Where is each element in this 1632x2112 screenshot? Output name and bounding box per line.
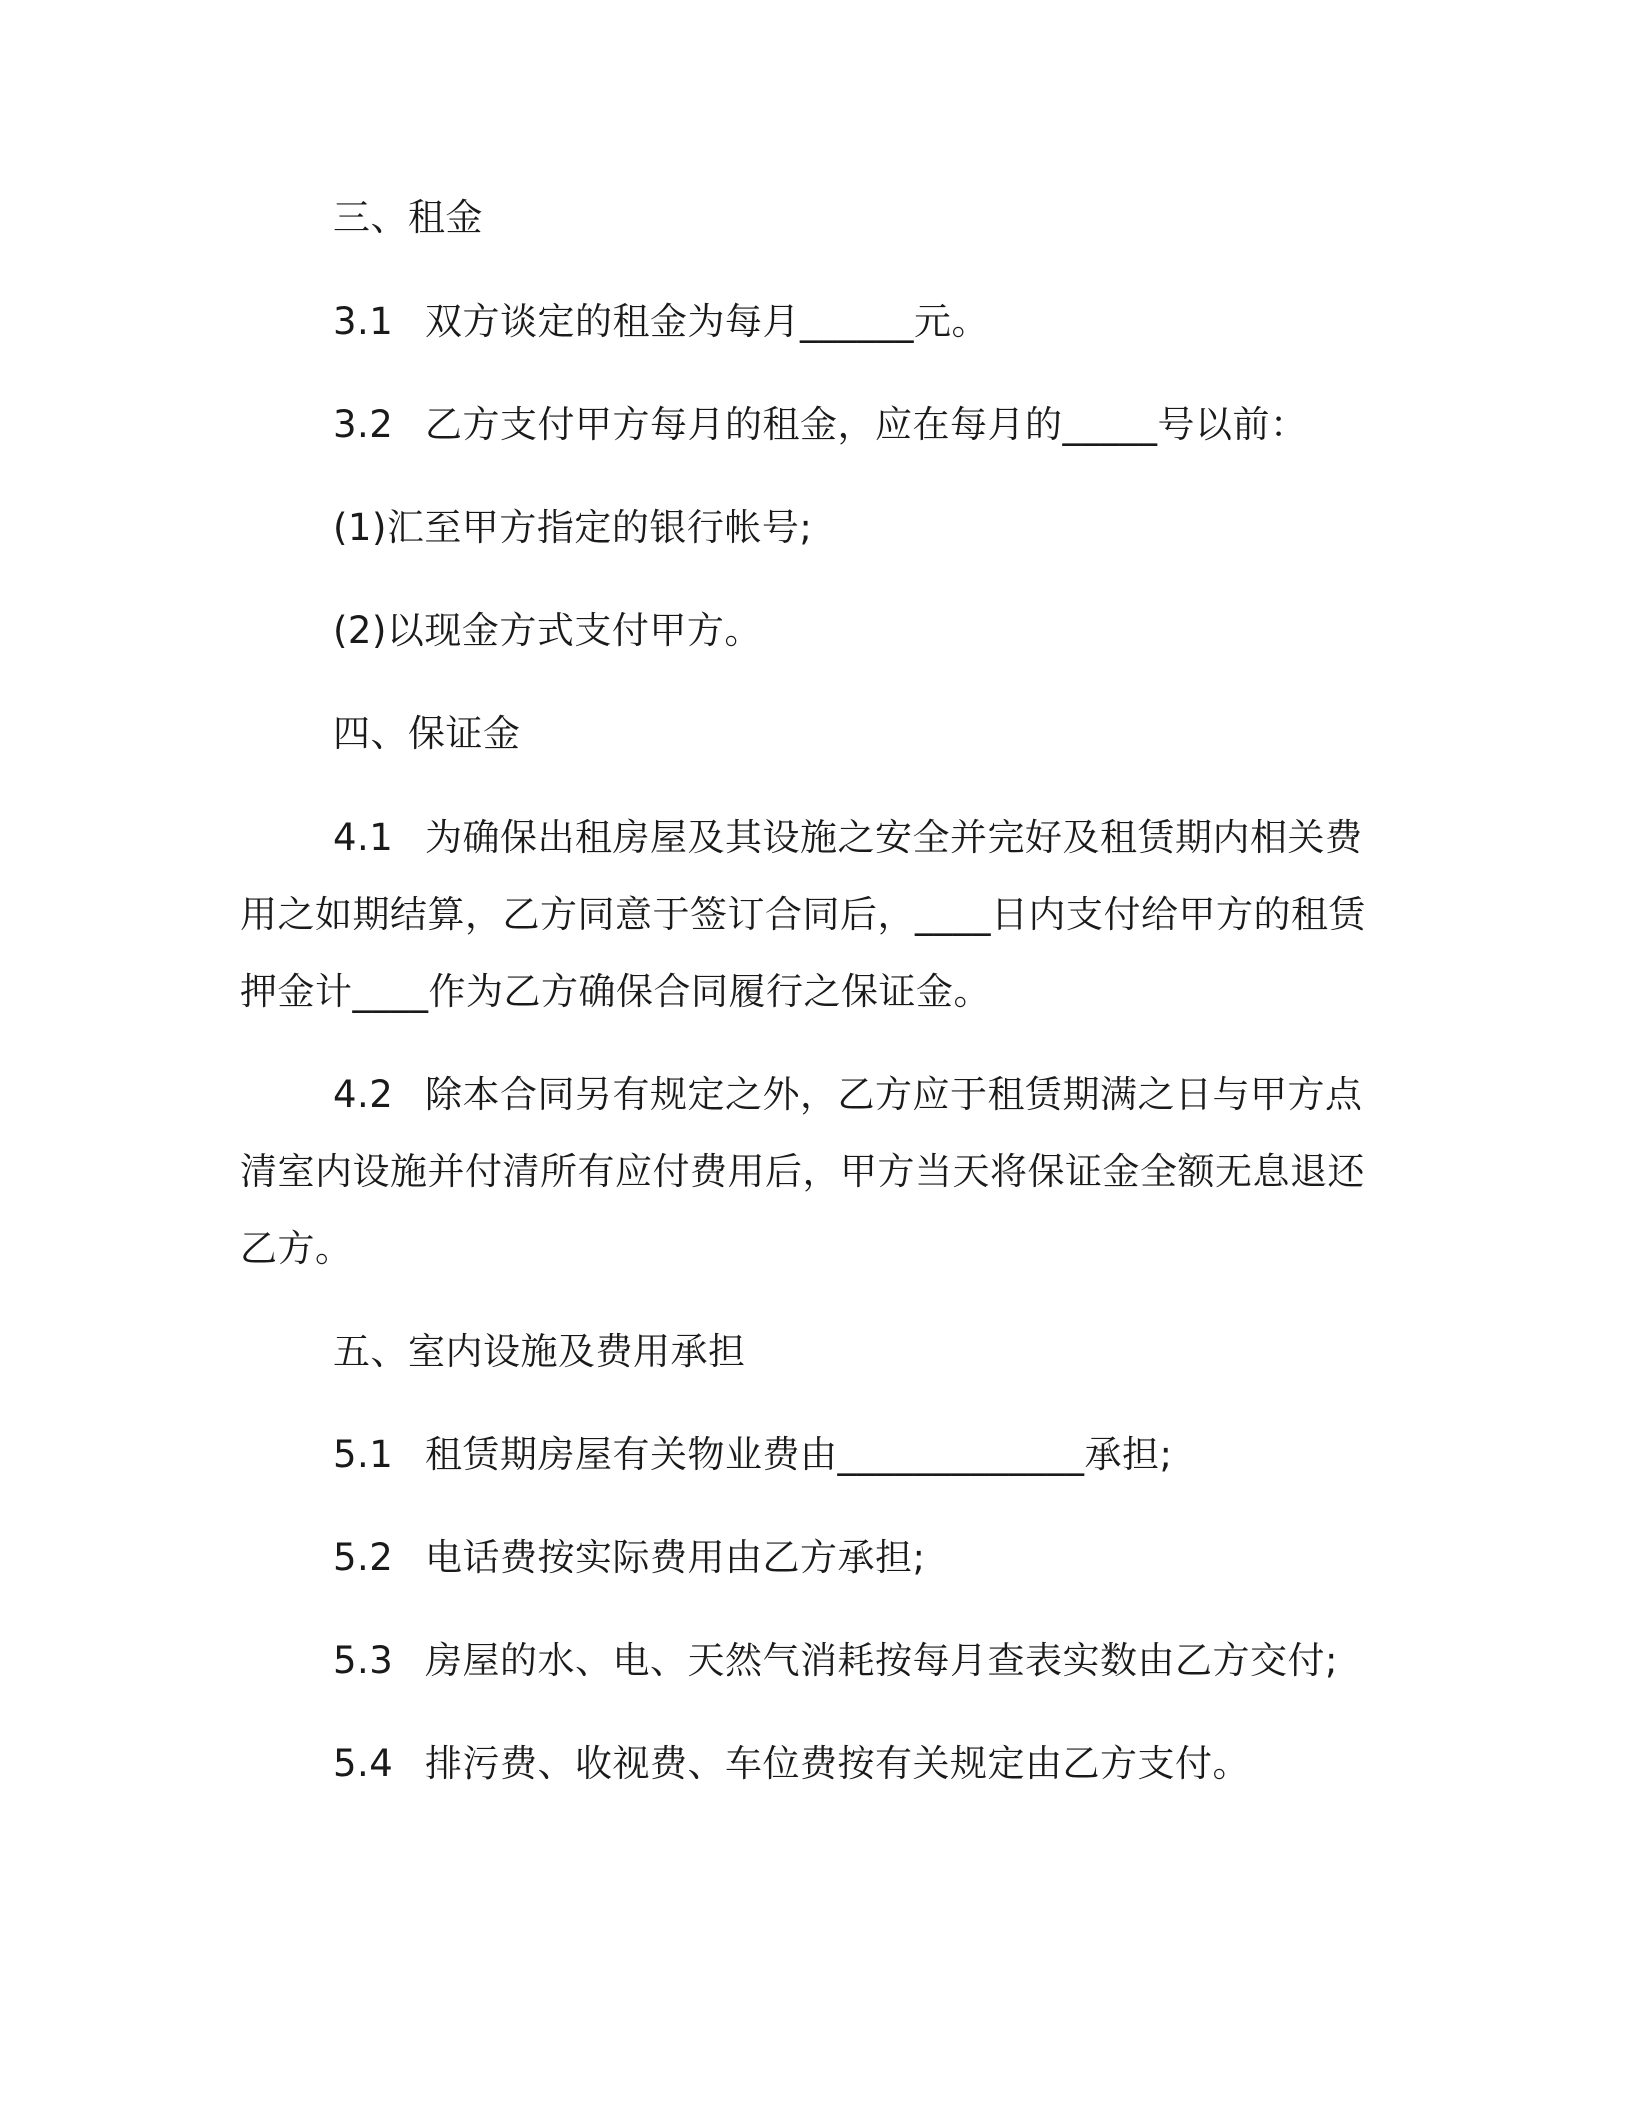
clause-4-1-line-1 [333, 818, 1363, 858]
clause-number: 5.4 [333, 1742, 394, 1785]
clause-5-3 [333, 1641, 1338, 1681]
clause-number: 5.3 [333, 1639, 394, 1682]
clause-number: 3.2 [333, 403, 394, 446]
clause-5-2 [333, 1538, 925, 1578]
clause-number: 4.2 [333, 1073, 394, 1116]
clause-number: 4.1 [333, 816, 394, 859]
clause-number: 3.1 [333, 300, 394, 343]
clause-4-1-line-3: 押金计____作为乙方确保合同履行之保证金。 [240, 970, 991, 1013]
clause-3-1 [333, 302, 989, 342]
section-5-heading: 五、室内设施及费用承担 [333, 1330, 746, 1373]
section-4-heading: 四、保证金 [333, 712, 521, 755]
clause-text: 双方谈定的租金为每月______元。 [425, 300, 989, 343]
clause-4-2-line-3: 乙方。 [240, 1227, 353, 1270]
clause-4-2-line-1 [333, 1075, 1363, 1115]
clause-5-4 [333, 1744, 1250, 1784]
section-3-heading: 三、租金 [333, 196, 483, 239]
payment-option-1: (1)汇至甲方指定的银行帐号; [333, 506, 813, 549]
payment-option-2: (2)以现金方式支付甲方。 [333, 609, 762, 652]
clause-number: 5.1 [333, 1433, 394, 1476]
clause-text: 为确保出租房屋及其设施之安全并完好及租赁期内相关费 [425, 816, 1363, 859]
clause-text: 租赁期房屋有关物业费由_____________承担; [425, 1433, 1173, 1476]
clause-4-1-line-2: 用之如期结算，乙方同意于签订合同后，____日内支付给甲方的租赁 [240, 893, 1366, 936]
clause-5-1 [333, 1435, 1172, 1475]
clause-3-2 [333, 405, 1308, 445]
clause-text: 排污费、收视费、车位费按有关规定由乙方支付。 [425, 1742, 1250, 1785]
clause-number: 5.2 [333, 1536, 394, 1579]
clause-text: 房屋的水、电、天然气消耗按每月查表实数由乙方交付; [425, 1639, 1338, 1682]
clause-text: 除本合同另有规定之外，乙方应于租赁期满之日与甲方点 [425, 1073, 1363, 1116]
clause-text: 乙方支付甲方每月的租金，应在每月的_____号以前： [425, 403, 1308, 446]
clause-4-2-line-2: 清室内设施并付清所有应付费用后，甲方当天将保证金全额无息退还 [240, 1150, 1365, 1193]
clause-text: 电话费按实际费用由乙方承担; [425, 1536, 926, 1579]
